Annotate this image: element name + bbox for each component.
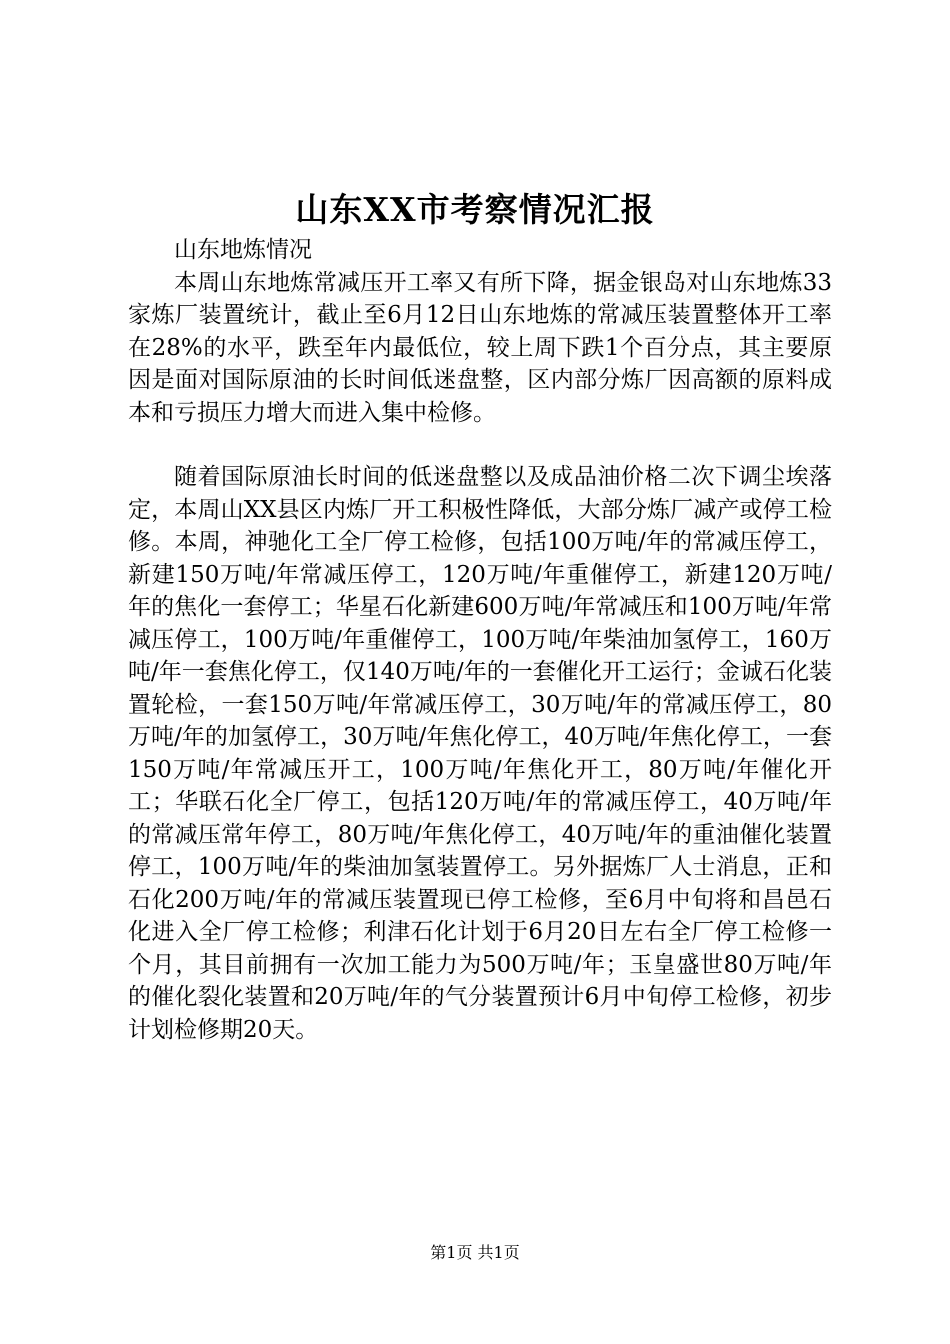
document-title: 山东XX市考察情况汇报 xyxy=(295,190,655,229)
paragraph-1: 本周山东地炼常减压开工率又有所下降，据金银岛对山东地炼33家炼厂装置统计，截止至6月12日山东地炼的常减压装置整体开工率在28%的水平，跌至年内最低位，较上周下跌1个百分点，其主要原因是面对国际原油的长时间低迷盘整，区内部分炼厂因高额的原料成本和亏损压力增大而进入集中检修。 xyxy=(128,269,832,426)
page-number-footer: 第1页 共1页 xyxy=(430,1243,520,1262)
paragraph-2: 随着国际原油长时间的低迷盘整以及成品油价格二次下调尘埃落定，本周山XX县区内炼厂开工积极性降低，大部分炼厂减产或停工检修。本周，神驰化工全厂停工检修，包括100万吨/年的常减压停工，新建150万吨/年常减压停工，120万吨/年重催停工，新建120万吨/年的焦化一套停工；华星石化新建600万吨/年常减压和100万吨/年常减压停工，100万吨/年重催停工，100万吨/年柴油加氢停工，160万吨/年一套焦化停工，仅140万吨/年的一套催化开工运行；金诚石化装置轮检，一套150万吨/年常减压停工，30万吨/年的常减压停工，80万吨/年的加氢停工，30万吨/年焦化停工，40万吨/年焦化停工，一套150万吨/年常减压开工，100万吨/年焦化开工，80万吨/年催化开工；华联石化全厂停工，包括120万吨/年的常减压停工，40万吨/年的常减压常年停工，80万吨/年焦化停工，40万吨/年的重油催化装置停工，100万吨/年的柴油加氢装置停工。另外据炼厂人士消息，正和石化200万吨/年的常减压装置现已停工检修，至6月中旬将和昌邑石化进入全厂停工检修；利津石化计划于6月20日左右全厂停工检修一个月，其目前拥有一次加工能力为500万吨/年；玉皇盛世80万吨/年的催化裂化装置和20万吨/年的气分装置预计6月中旬停工检修，初步计划检修期20天。 xyxy=(128,464,832,1043)
document-body xyxy=(128,234,832,1046)
paragraph-spacer xyxy=(128,429,832,461)
section-subheading: 山东地炼情况 xyxy=(174,237,312,263)
